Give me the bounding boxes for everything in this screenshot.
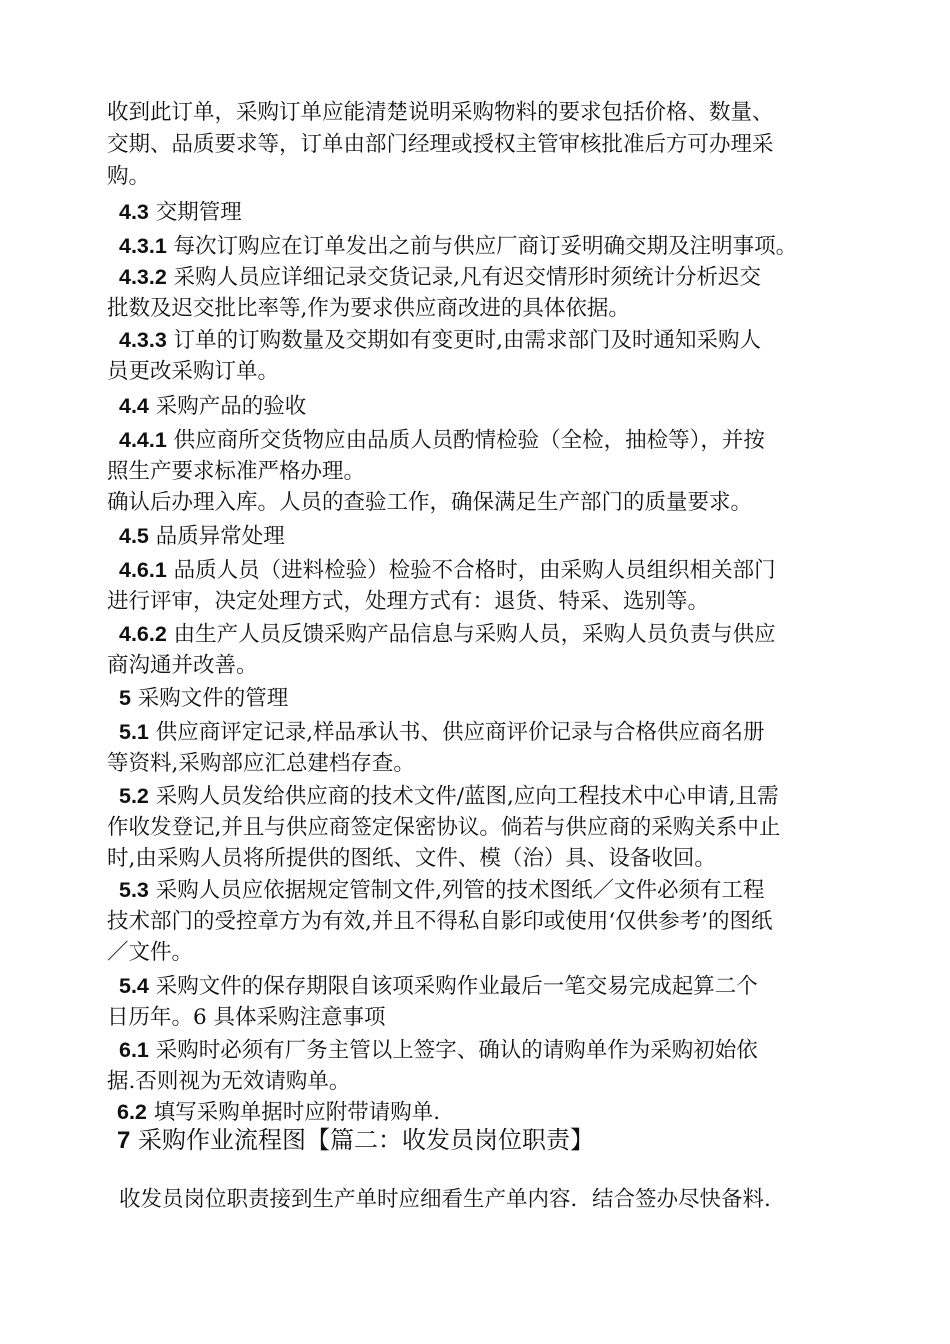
text-line: 5.4 采购文件的保存期限自该项采购作业最后一笔交易完成起算二个 <box>119 974 758 999</box>
text-line: 收到此订单，采购订单应能清楚说明采购物料的要求包括价格、数量、 <box>107 100 774 125</box>
section-heading: 4.4 采购产品的验收 <box>119 394 307 419</box>
text-line: 6.2 填写采购单据时应附带请购单. <box>117 1100 441 1125</box>
text-line: 5.3 采购人员应依据规定管制文件,列管的技术图纸／文件必须有工程 <box>119 878 765 903</box>
text-line: 6.1 采购时必须有厂务主管以上签字、确认的请购单作为采购初始依 <box>119 1038 758 1063</box>
text-line: 4.6.2 由生产人员反馈采购产品信息与采购人员，采购人员负责与供应 <box>119 622 776 647</box>
text-line: 4.4.1 供应商所交货物应由品质人员酌情检验（全检，抽检等），并按 <box>119 428 765 453</box>
text-line: 商沟通并改善。 <box>107 653 258 678</box>
section-heading: 4.3 交期管理 <box>119 200 242 225</box>
text-line: 批数及迟交批比率等,作为要求供应商改进的具体依据。 <box>107 296 630 321</box>
text-line: 4.3.3 订单的订购数量及交期如有变更时,由需求部门及时通知采购人 <box>119 328 761 353</box>
text-line: ／文件。 <box>107 940 194 965</box>
text-line: 作收发登记,并且与供应商签定保密协议。倘若与供应商的采购关系中止 <box>107 815 781 840</box>
text-line: 交期、品质要求等，订单由部门经理或授权主管审核批准后方可办理采 <box>107 132 774 157</box>
text-line: 5.1 供应商评定记录,样品承认书、供应商评价记录与合格供应商名册 <box>119 720 765 745</box>
text-line: 确认后办理入库。人员的查验工作，确保满足生产部门的质量要求。 <box>107 490 753 515</box>
section-heading: 4.5 品质异常处理 <box>119 524 285 549</box>
text-line: 4.6.1 品质人员（进料检验）检验不合格时，由采购人员组织相关部门 <box>119 558 776 583</box>
text-line: 技术部门的受控章方为有效,并且不得私自影印或使用‘仅供参考’的图纸 <box>107 909 773 934</box>
text-line: 员更改采购订单。 <box>107 359 280 384</box>
text-line: 照生产要求标准严格办理。 <box>107 459 366 484</box>
text-line: 收发员岗位职责接到生产单时应细看生产单内容．结合签办尽快备料. <box>119 1187 771 1212</box>
text-line: 购。 <box>107 164 151 189</box>
text-line: 据.否则视为无效请购单。 <box>107 1069 351 1094</box>
section-heading: 5 采购文件的管理 <box>119 686 289 711</box>
text-line: 时,由采购人员将所提供的图纸、文件、模（治）具、设备收回。 <box>107 846 716 871</box>
text-line: 进行评审，决定处理方式，处理方式有：退货、特采、选别等。 <box>107 589 710 614</box>
text-line: 日历年。6 具体采购注意事项 <box>107 1005 386 1030</box>
text-line: 等资料,采购部应汇总建档存查。 <box>107 751 415 776</box>
section-title: 7 采购作业流程图【篇二：收发员岗位职责】 <box>117 1126 594 1154</box>
text-line: 4.3.2 采购人员应详细记录交货记录,凡有迟交情形时须统计分析迟交 <box>119 265 761 290</box>
text-line: 4.3.1 每次订购应在订单发出之前与供应厂商订妥明确交期及注明事项。 <box>119 234 798 259</box>
text-line: 5.2 采购人员发给供应商的技术文件/蓝图,应向工程技术中心申请,且需 <box>119 784 779 809</box>
